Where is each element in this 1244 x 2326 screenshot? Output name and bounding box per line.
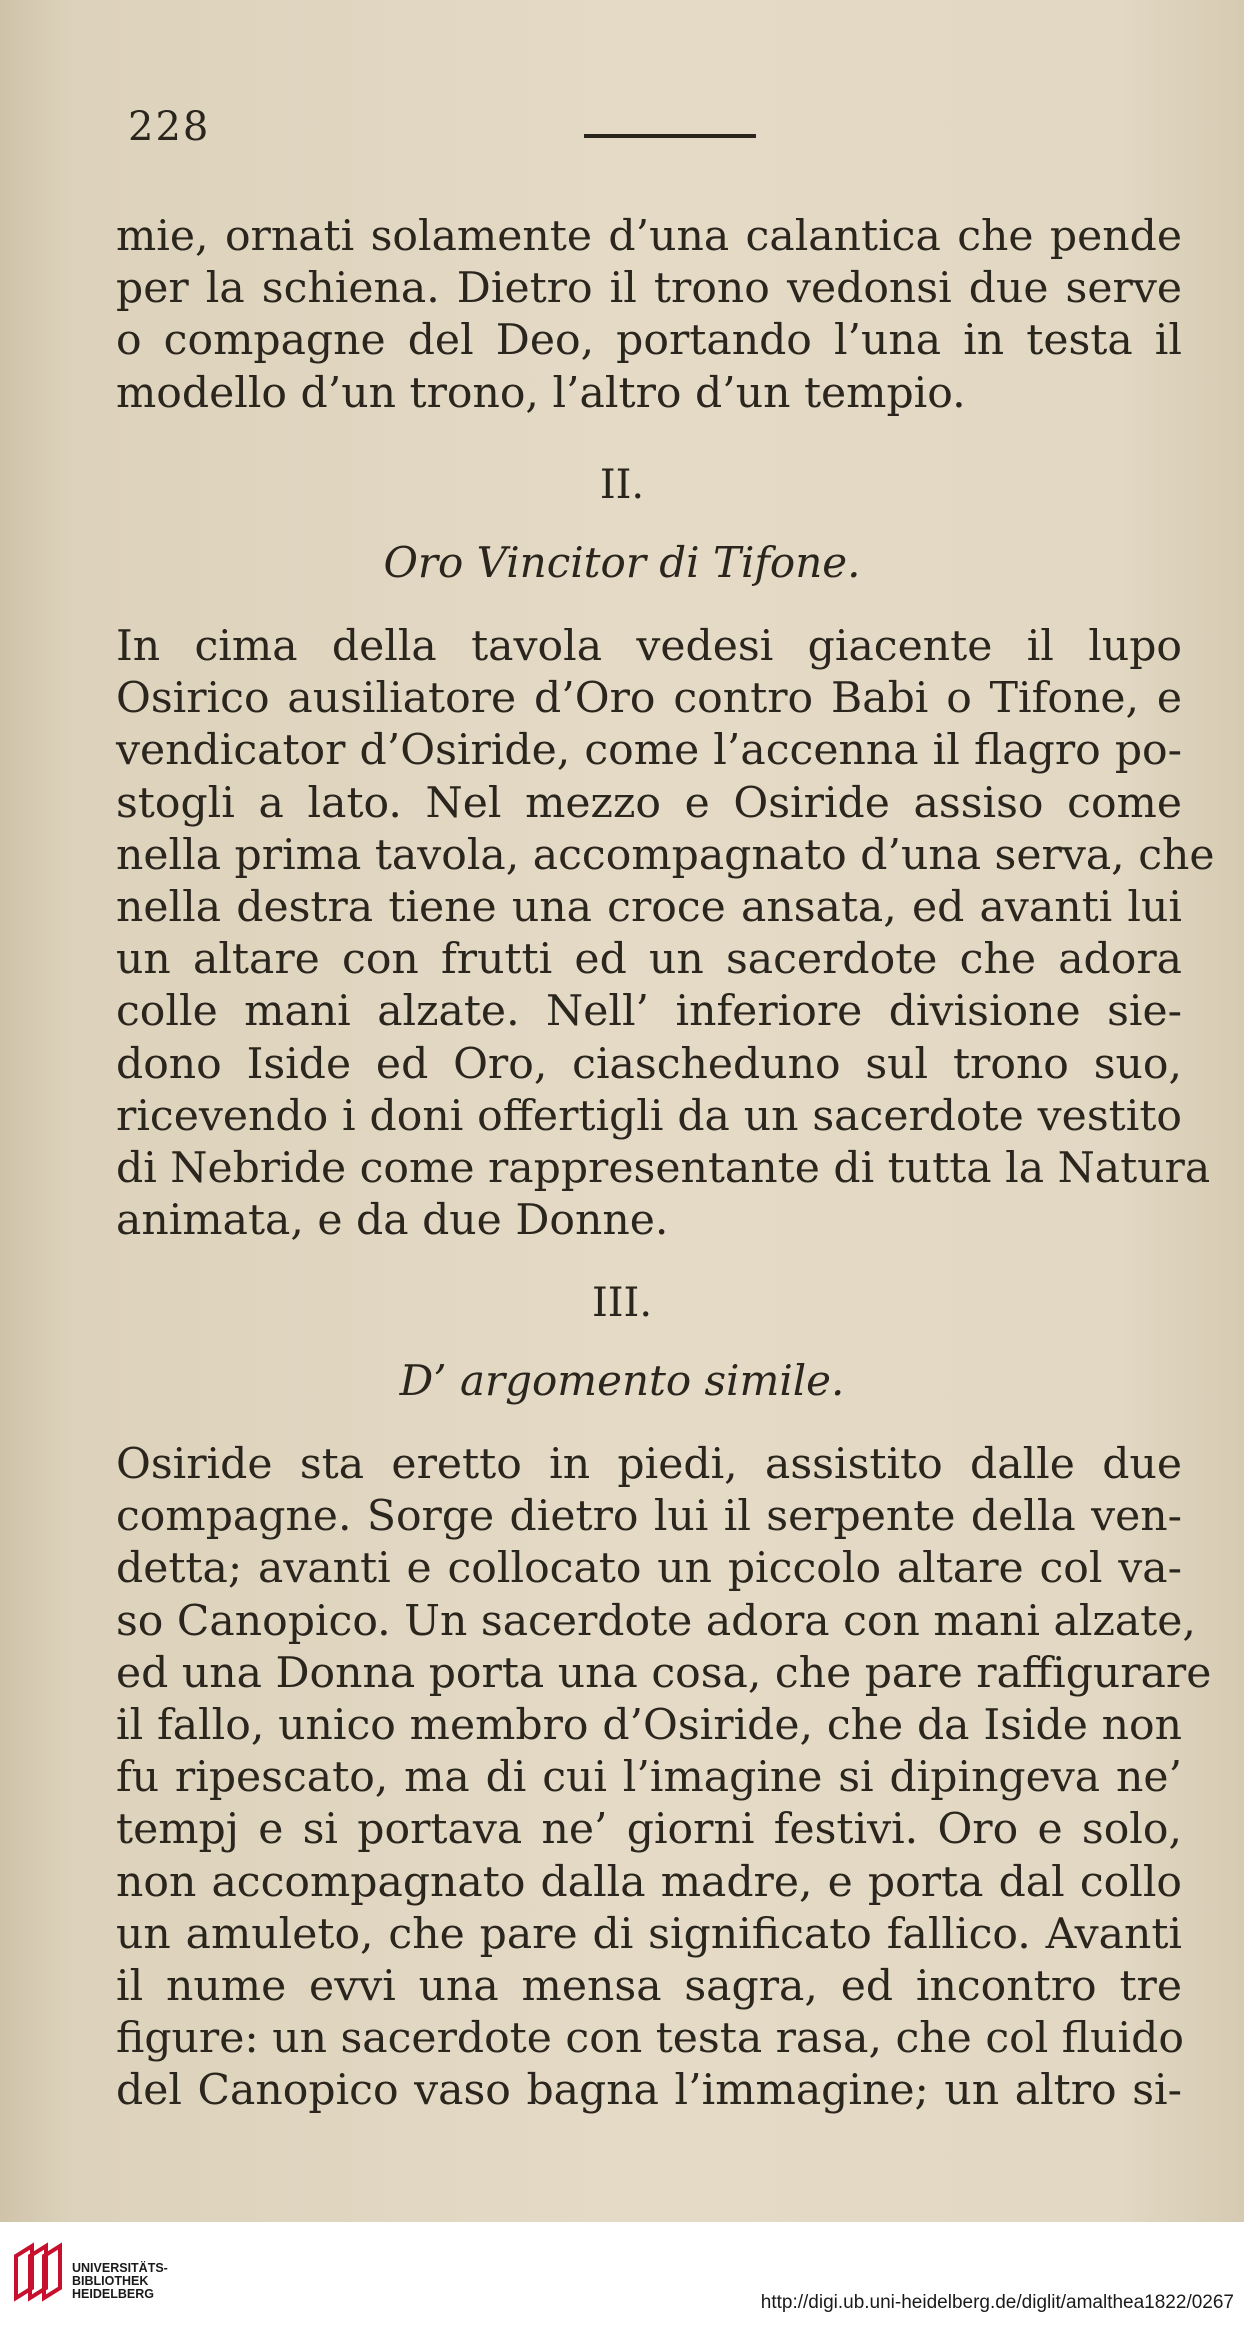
text-line: mie, ornati solamente d’una calantica che pende bbox=[116, 212, 1182, 261]
text-line: di Nebride come rappresentante di tutta la Natura bbox=[116, 1144, 1211, 1194]
paragraph-section-ii bbox=[116, 621, 1215, 1247]
paragraph-section-iii bbox=[116, 1439, 1212, 2118]
text-line: il nume evvi una mensa sagra, ed incontro tre bbox=[116, 1962, 1182, 2012]
text-line: figure: un sacerdote con testa rasa, che col fluido bbox=[116, 2014, 1184, 2064]
source-url[interactable]: http://digi.ub.uni-heidelberg.de/diglit/amalthea1822/0267 bbox=[760, 2292, 1234, 2313]
institution-name bbox=[72, 2262, 168, 2301]
text-line: il fallo, unico membro d’Osiride, che da Iside non bbox=[116, 1701, 1182, 1751]
text-line: colle mani alzate. Nell’ inferiore divisione sie- bbox=[116, 987, 1182, 1037]
text-line: per la schiena. Dietro il trono vedonsi due serve bbox=[116, 264, 1182, 314]
institution-line: HEIDELBERG bbox=[72, 2287, 154, 2301]
text-line: dono Iside ed Oro, ciascheduno sul trono suo, bbox=[116, 1039, 1182, 1089]
text-line: tempj e si portava ne’ giorni festivi. Oro e solo, bbox=[116, 1805, 1182, 1855]
text-line: nella destra tiene una croce ansata, ed avanti lui bbox=[116, 883, 1182, 933]
text-line: so Canopico. Un sacerdote adora con mani alzate, bbox=[116, 1596, 1196, 1646]
text-line: un amuleto, che pare di significato fallico. Avanti bbox=[116, 1909, 1182, 1959]
institution-line: UNIVERSITÄTS- bbox=[72, 2261, 168, 2275]
text-line: vendicator d’Osiride, come l’accenna il flagro po- bbox=[116, 726, 1182, 776]
text-line: animata, e da due Donne. bbox=[116, 1196, 669, 1246]
text-line: Osiride sta eretto in piedi, assistito dalle due bbox=[116, 1440, 1182, 1489]
text-line: Osirico ausiliatore d’Oro contro Babi o Tifone, e bbox=[116, 674, 1182, 724]
section-title-ii: Oro Vincitor di Tifone. bbox=[383, 538, 861, 587]
text-line: compagne. Sorge dietro lui il serpente della ven- bbox=[116, 1492, 1182, 1542]
text-line: fu ripescato, ma di cui l’imagine si dipingeva ne’ bbox=[116, 1753, 1182, 1803]
text-line: non accompagnato dalla madre, e porta dal collo bbox=[116, 1857, 1182, 1907]
section-number-iii: III. bbox=[591, 1280, 653, 1326]
library-footer bbox=[0, 2222, 1244, 2326]
text-line: o compagne del Deo, portando l’una in testa il bbox=[116, 316, 1182, 366]
text-line: ricevendo i doni offertigli da un sacerdote vestito bbox=[116, 1091, 1182, 1141]
text-line: un altare con frutti ed un sacerdote che adora bbox=[116, 935, 1182, 985]
text-line: del Canopico vaso bagna l’immagine; un altro si- bbox=[116, 2066, 1182, 2116]
section-number-ii: II. bbox=[599, 462, 645, 508]
text-line: In cima della tavola vedesi giacente il lupo bbox=[116, 622, 1182, 671]
header-rule bbox=[584, 134, 756, 138]
text-line: stogli a lato. Nel mezzo e Osiride assiso come bbox=[116, 778, 1182, 828]
text-line: modello d’un trono, l’altro d’un tempio. bbox=[116, 368, 966, 418]
text-line: ed una Donna porta una cosa, che pare raffigurare bbox=[116, 1648, 1212, 1698]
text-line: detta; avanti e collocato un piccolo altare col va- bbox=[116, 1544, 1182, 1594]
section-title-iii: D’ argomento simile. bbox=[399, 1356, 845, 1405]
text-line: nella prima tavola, accompagnato d’una serva, che bbox=[116, 830, 1215, 880]
paragraph-continuation bbox=[116, 211, 1182, 420]
institution-line: BIBLIOTHEK bbox=[72, 2274, 149, 2288]
ub-heidelberg-logo-icon bbox=[12, 2242, 64, 2302]
page-number: 228 bbox=[128, 104, 211, 150]
